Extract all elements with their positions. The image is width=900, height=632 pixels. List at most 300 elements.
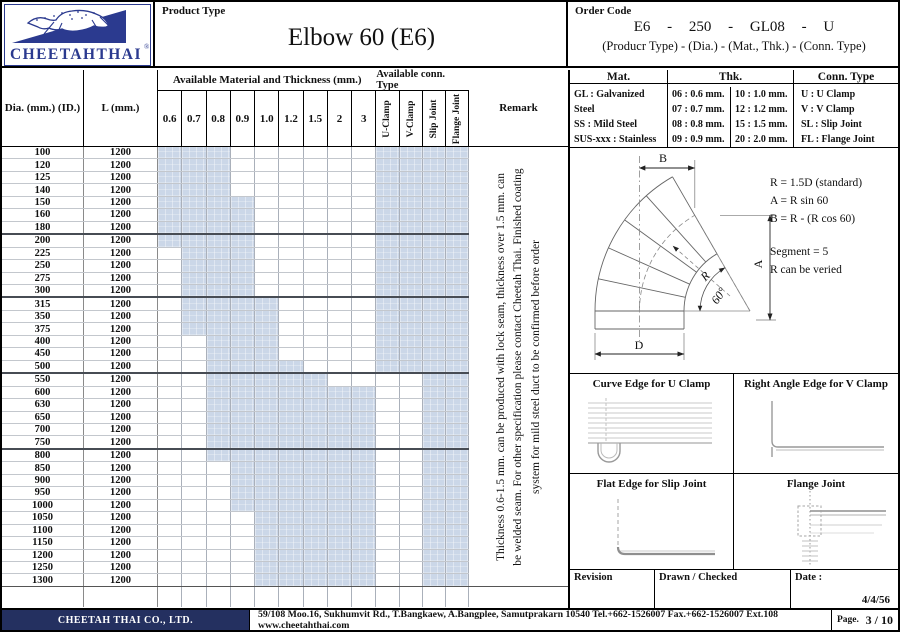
thickness-cell [231, 436, 255, 447]
conn-legend-item: V : V Clamp [801, 104, 855, 115]
conn-cell [446, 159, 469, 170]
thickness-cell [158, 147, 182, 158]
thickness-cell [352, 323, 376, 334]
thickness-cell [279, 387, 303, 398]
thickness-cell [231, 184, 255, 195]
conn-cell [423, 525, 446, 536]
thickness-cell [158, 235, 182, 246]
empty-cell [182, 587, 206, 607]
length-cell: 1200 [84, 512, 158, 523]
conn-cell [446, 184, 469, 195]
flange-joint-cell [734, 474, 898, 569]
conn-cell [376, 500, 399, 511]
conn-cell [400, 222, 423, 233]
thickness-cell [352, 562, 376, 573]
thickness-cell [279, 436, 303, 447]
thickness-cell [182, 487, 206, 498]
thickness-cell [207, 323, 231, 334]
conn-cell [376, 147, 399, 158]
thickness-cell [328, 172, 352, 183]
thickness-cell [279, 500, 303, 511]
dia-cell: 550 [2, 374, 84, 385]
thickness-cell [255, 500, 279, 511]
thickness-cell [255, 235, 279, 246]
conn-cell [423, 248, 446, 259]
thickness-cell [255, 273, 279, 284]
thickness-cell [182, 500, 206, 511]
u-clamp-edge-cell [570, 374, 734, 473]
conn-cell [376, 574, 399, 585]
thickness-cell [304, 260, 328, 271]
conn-cell [400, 412, 423, 423]
thickness-cell [207, 361, 231, 372]
thickness-cell [231, 500, 255, 511]
thickness-cell [207, 273, 231, 284]
product-title: Elbow 60 (E6) [287, 24, 436, 51]
dia-cell: 1250 [2, 562, 84, 573]
conn-cell [400, 260, 423, 271]
thickness-col-header: 1.2 [279, 91, 303, 146]
conn-cell [423, 374, 446, 385]
table-row [2, 222, 469, 235]
thickness-cell [231, 235, 255, 246]
thickness-cell [328, 424, 352, 435]
conn-cell [376, 184, 399, 195]
drawn-checked-cell: Drawn / Checked [655, 570, 791, 608]
thickness-cell [231, 550, 255, 561]
table-row [2, 311, 469, 323]
empty-cell [423, 587, 446, 607]
thickness-cell [158, 159, 182, 170]
thickness-cell [279, 525, 303, 536]
company-address: 59/108 Moo.16, Sukhumvit Rd., T.Bangkaew, A.Bangplee, Samutprakarn 10540 Tel.+662-1526007 Fax.+662-1526007 Ext.108 www.cheetahthai.com [250, 610, 832, 630]
thickness-cell [207, 222, 231, 233]
dia-cell: 150 [2, 197, 84, 208]
remark-text [493, 149, 545, 585]
thickness-cell [231, 374, 255, 385]
thickness-cell [158, 336, 182, 347]
thickness-cell [304, 374, 328, 385]
thickness-cell [328, 537, 352, 548]
thickness-cell [279, 184, 303, 195]
thickness-cell [255, 450, 279, 461]
thickness-cell [328, 298, 352, 309]
material-legend-item: GL : Galvanized Steel [574, 89, 645, 115]
conn-cell [423, 348, 446, 359]
dia-cell: 850 [2, 462, 84, 473]
conn-cell [446, 475, 469, 486]
dia-cell: 100 [2, 147, 84, 158]
thickness-cell [158, 311, 182, 322]
page-number: 3 / 10 [865, 612, 893, 627]
length-cell: 1200 [84, 500, 158, 511]
thickness-cell [304, 525, 328, 536]
table-row [2, 450, 469, 462]
thickness-cell [328, 311, 352, 322]
conn-cell [376, 475, 399, 486]
material-legend-item: SS : Mild Steel [574, 119, 638, 130]
conn-cell [376, 209, 399, 220]
table-row [2, 348, 469, 360]
thickness-cell [279, 361, 303, 372]
dia-cell: 650 [2, 412, 84, 423]
length-cell: 1200 [84, 197, 158, 208]
length-cell: 1200 [84, 550, 158, 561]
thickness-cell [255, 348, 279, 359]
conn-cell [423, 172, 446, 183]
thickness-cell [328, 550, 352, 561]
thickness-cell [304, 562, 328, 573]
thickness-cell [231, 298, 255, 309]
conn-cell [376, 159, 399, 170]
conn-cell [423, 285, 446, 296]
thickness-cell [279, 172, 303, 183]
conn-cell [423, 184, 446, 195]
thickness-cell [255, 512, 279, 523]
dia-cell: 375 [2, 323, 84, 334]
table-row [2, 184, 469, 196]
empty-cell [279, 587, 303, 607]
thickness-cell [328, 525, 352, 536]
thickness-cell [279, 197, 303, 208]
thickness-cell [231, 487, 255, 498]
thickness-number-row [158, 91, 376, 146]
conn-cell [423, 424, 446, 435]
thickness-cell [158, 436, 182, 447]
thickness-cell [182, 348, 206, 359]
remark-cell [469, 147, 568, 586]
thickness-cell [328, 450, 352, 461]
footer-band [2, 608, 898, 630]
thickness-cell [328, 512, 352, 523]
table-row [2, 537, 469, 549]
thickness-cell [207, 424, 231, 435]
thickness-cell [255, 172, 279, 183]
dia-cell: 950 [2, 487, 84, 498]
thickness-cell [328, 412, 352, 423]
thickness-cell [304, 147, 328, 158]
thickness-legend-item: 07 : 0.7 mm. [672, 104, 725, 115]
thickness-cell [182, 273, 206, 284]
length-cell: 1200 [84, 172, 158, 183]
conn-cell [376, 462, 399, 473]
conn-cell [446, 311, 469, 322]
conn-cell [376, 537, 399, 548]
conn-legend-item: FL : Flange Joint [801, 134, 875, 145]
length-cell: 1200 [84, 336, 158, 347]
conn-cell [446, 172, 469, 183]
thickness-cell [304, 336, 328, 347]
table-row [2, 525, 469, 537]
conn-cell [423, 436, 446, 447]
table-row [2, 562, 469, 574]
thickness-cell [352, 550, 376, 561]
thickness-legend-col2 [730, 87, 793, 147]
thickness-cell [255, 147, 279, 158]
conn-cell [376, 172, 399, 183]
length-cell: 1200 [84, 462, 158, 473]
thickness-cell [304, 298, 328, 309]
dia-cell: 225 [2, 248, 84, 259]
conn-cell [423, 222, 446, 233]
thickness-cell [328, 475, 352, 486]
thickness-cell [182, 450, 206, 461]
company-name-box: CHEETAH THAI CO., LTD. [2, 610, 250, 630]
thickness-cell [255, 260, 279, 271]
conn-legend-item: SL : Slip Joint [801, 119, 862, 130]
thickness-cell [207, 562, 231, 573]
thickness-cell [255, 562, 279, 573]
thickness-cell [352, 424, 376, 435]
conn-cell [423, 574, 446, 585]
thickness-cell [352, 172, 376, 183]
conn-legend [794, 70, 898, 147]
thickness-cell [328, 399, 352, 410]
thickness-cell [352, 462, 376, 473]
thickness-cell [255, 537, 279, 548]
table-row [2, 159, 469, 171]
empty-cell [84, 587, 158, 607]
thickness-cell [352, 285, 376, 296]
product-type-cell [157, 2, 568, 68]
thickness-cell [279, 248, 303, 259]
thickness-cell [328, 487, 352, 498]
order-code-cell [570, 2, 898, 68]
thickness-cell [255, 298, 279, 309]
thickness-cell [207, 436, 231, 447]
length-cell: 1200 [84, 222, 158, 233]
thickness-cell [352, 147, 376, 158]
conn-cell [376, 197, 399, 208]
thickness-cell [279, 475, 303, 486]
dia-cell: 180 [2, 222, 84, 233]
u-clamp-edge-drawing [570, 395, 734, 473]
table-row [2, 550, 469, 562]
conn-cell [400, 475, 423, 486]
thickness-cell [207, 209, 231, 220]
length-cell: 1200 [84, 525, 158, 536]
flange-joint-title: Flange Joint [786, 478, 846, 490]
conn-cell [376, 348, 399, 359]
order-code-label: Order Code [575, 5, 632, 17]
thickness-cell [182, 209, 206, 220]
conn-cell [423, 500, 446, 511]
conn-cell [400, 361, 423, 372]
thickness-cell [231, 209, 255, 220]
product-type-label: Product Type [162, 5, 226, 17]
thickness-cell [231, 450, 255, 461]
conn-cell [376, 525, 399, 536]
conn-cell [400, 399, 423, 410]
thickness-cell [328, 260, 352, 271]
conn-cell [400, 525, 423, 536]
conn-cell [423, 537, 446, 548]
empty-cell [446, 587, 469, 607]
dia-cell: 600 [2, 387, 84, 398]
thickness-cell [231, 197, 255, 208]
thickness-cell [279, 450, 303, 461]
length-cell: 1200 [84, 399, 158, 410]
thickness-legend-item: 12 : 1.2 mm. [735, 104, 788, 115]
conn-cell [400, 387, 423, 398]
conn-cell [446, 424, 469, 435]
conn-cell [446, 273, 469, 284]
thickness-cell [352, 450, 376, 461]
thickness-cell [279, 273, 303, 284]
thickness-cell [231, 387, 255, 398]
thickness-cell [304, 387, 328, 398]
conn-legend-item: U : U Clamp [801, 89, 856, 100]
length-cell: 1200 [84, 273, 158, 284]
thickness-cell [352, 298, 376, 309]
dia-cell: 300 [2, 285, 84, 296]
thickness-cell [352, 537, 376, 548]
conn-cell [400, 562, 423, 573]
thickness-cell [328, 197, 352, 208]
conn-cell [423, 159, 446, 170]
material-legend-items [570, 84, 667, 147]
conn-legend-title: Conn. Type [794, 70, 898, 84]
conn-cell [400, 574, 423, 585]
length-cell: 1200 [84, 298, 158, 309]
dia-cell: 630 [2, 399, 84, 410]
conn-cell [400, 500, 423, 511]
length-cell: 1200 [84, 424, 158, 435]
conn-cell [400, 336, 423, 347]
thickness-cell [207, 159, 231, 170]
logo-registered-mark: ® [144, 43, 150, 51]
thickness-cell [352, 361, 376, 372]
conn-cell [376, 311, 399, 322]
thickness-cell [158, 487, 182, 498]
thickness-cell [207, 487, 231, 498]
length-cell: 1200 [84, 574, 158, 585]
conn-col-header [400, 91, 423, 146]
thickness-cell [304, 323, 328, 334]
thickness-cell [328, 285, 352, 296]
dim-label-r: R [697, 268, 713, 284]
thickness-cell [255, 525, 279, 536]
conn-cell [400, 374, 423, 385]
thickness-cell [231, 512, 255, 523]
conn-cell [376, 424, 399, 435]
thickness-cell [158, 323, 182, 334]
date-label: Date : [795, 572, 823, 583]
table-row [2, 500, 469, 512]
conn-cell [423, 235, 446, 246]
thickness-cell [304, 500, 328, 511]
edge-row-1 [570, 374, 898, 474]
length-cell: 1200 [84, 412, 158, 423]
thickness-cell [207, 574, 231, 585]
conn-cell [400, 197, 423, 208]
dia-cell: 120 [2, 159, 84, 170]
thickness-cell [182, 159, 206, 170]
empty-cell [352, 587, 376, 607]
thickness-cell [279, 336, 303, 347]
thickness-col-header: 1.5 [304, 91, 328, 146]
thickness-cell [182, 512, 206, 523]
thickness-cell [352, 248, 376, 259]
conn-cell [446, 248, 469, 259]
thickness-cell [255, 399, 279, 410]
thickness-cell [231, 311, 255, 322]
thickness-cell [352, 197, 376, 208]
table-row [2, 475, 469, 487]
conn-cell [446, 500, 469, 511]
thickness-cell [352, 374, 376, 385]
dia-cell: 450 [2, 348, 84, 359]
order-code-value: E6 - 250 - GL08 - U [633, 19, 835, 35]
thickness-cell [304, 184, 328, 195]
length-cell: 1200 [84, 311, 158, 322]
revision-row [570, 570, 898, 608]
thickness-cell [304, 197, 328, 208]
date-cell [791, 570, 898, 608]
thickness-cell [231, 285, 255, 296]
thickness-cell [352, 500, 376, 511]
thickness-cell [182, 222, 206, 233]
length-cell: 1200 [84, 361, 158, 372]
dia-cell: 1050 [2, 512, 84, 523]
thickness-cell [304, 487, 328, 498]
thickness-cell [304, 475, 328, 486]
conn-col-header [446, 91, 469, 146]
thickness-cell [207, 462, 231, 473]
table-row [2, 462, 469, 474]
dim-label-a: A [751, 259, 765, 269]
length-cell: 1200 [84, 475, 158, 486]
thickness-legend-item: 09 : 0.9 mm. [672, 134, 725, 145]
thickness-cell [207, 450, 231, 461]
thickness-cell [352, 387, 376, 398]
conn-cell [446, 260, 469, 271]
dia-cell: 275 [2, 273, 84, 284]
thickness-cell [279, 537, 303, 548]
thickness-group-title: Available Material and Thickness (mm.) [158, 70, 376, 91]
empty-cell [328, 587, 352, 607]
conn-cell [400, 512, 423, 523]
conn-cell [423, 550, 446, 561]
thickness-cell [328, 436, 352, 447]
note-line: R can be veried [770, 264, 842, 277]
thickness-cell [279, 159, 303, 170]
remark-line: system for mild steel duct to be confirmed before order [529, 239, 542, 494]
thickness-cell [207, 537, 231, 548]
table-header [2, 70, 568, 147]
thickness-cell [328, 361, 352, 372]
conn-cell [400, 285, 423, 296]
thickness-cell [255, 159, 279, 170]
thickness-cell [182, 562, 206, 573]
length-cell: 1200 [84, 323, 158, 334]
conn-cell [400, 147, 423, 158]
remark-column-header: Remark [499, 102, 538, 114]
dia-column-header: Dia. (mm.) (ID.) [2, 70, 84, 146]
thickness-legend-item: 15 : 1.5 mm. [735, 119, 788, 130]
thickness-cell [328, 235, 352, 246]
conn-cell [400, 159, 423, 170]
thickness-cell [328, 462, 352, 473]
length-cell: 1200 [84, 537, 158, 548]
thickness-cell [158, 525, 182, 536]
thickness-cell [158, 399, 182, 410]
order-code-legend: (Producr Type) - (Dia.) - (Mat., Thk.) - (Conn. Type) [602, 39, 866, 53]
remark-line: Thickness 0.6-1.5 mm. can be produced with lock seam, thickness over 1.5 mm. can [494, 172, 507, 561]
conn-cell [376, 412, 399, 423]
conn-legend-items [794, 84, 898, 147]
conn-cell [400, 424, 423, 435]
